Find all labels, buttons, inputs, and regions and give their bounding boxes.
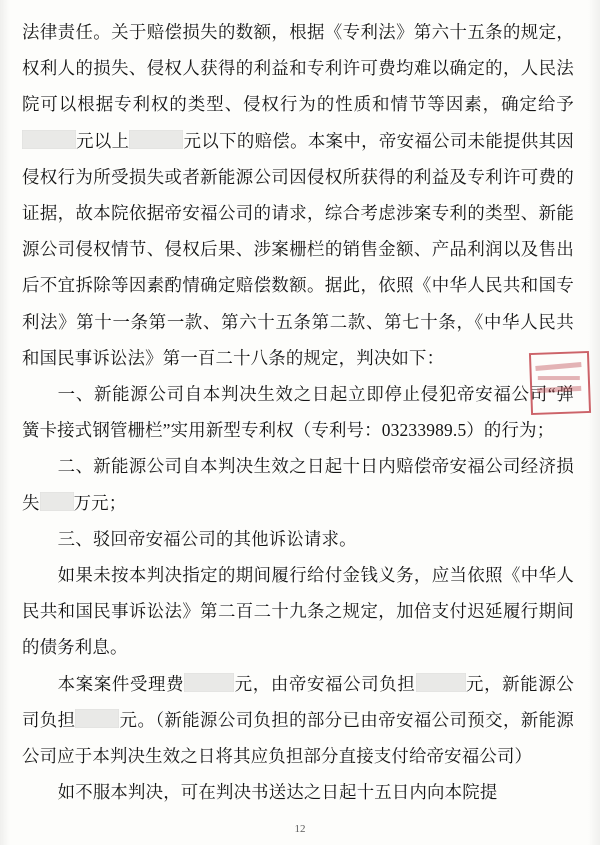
redacted-amount: [75, 709, 119, 728]
page-right-shadow: [588, 0, 600, 845]
paragraph-text: 元以上: [76, 130, 130, 151]
paragraph-text: 元。（新能源公司负担的部分已由帝安福公司预交，新能源公司应于本判决生效之日将其应负担部分直接支付给帝安福公司）: [22, 709, 574, 767]
paragraph-text: 万元；: [73, 492, 127, 513]
paragraph-text: 本案案件受理费: [57, 673, 185, 694]
redacted-amount: [129, 130, 183, 149]
paragraph-text: 三、驳回帝安福公司的其他诉讼请求。: [57, 528, 357, 549]
redacted-amount: [22, 130, 76, 149]
paragraph-text: 如不服本判决，可在判决书送达之日起十五日内向本院提: [57, 782, 498, 803]
paragraph: [22, 14, 574, 376]
seal-ink-stroke: [538, 376, 580, 380]
redacted-amount: [416, 673, 466, 692]
paragraph-text: 元以下的赔偿。本案中，帝安福公司未能提供其因侵权行为所受损失或者新能源公司因侵权所获得的利益及专利许可费的证据，故本院依据帝安福公司的请求，综合考虑涉案专利的类型、新能源公司侵权情节、侵权后果、涉案栅栏的销售金额、产品利润以及售出后不宜拆除等因素酌情确定赔偿数额。据此，依照《中华人民共和国专利法》第十一条第一款、第六十五条第二款、第七十条，《中华人民共和国民事诉讼法》第一百二十八条的规定，判决如下：: [22, 130, 574, 368]
paragraph: [22, 557, 574, 666]
paragraph-text: 法律责任。关于赔偿损失的数额，根据《专利法》第六十五条的规定，权利人的损失、侵权人获得的利益和专利许可费均难以确定的，人民法院可以根据专利权的类型、侵权行为的性质和情节等因素，确定给予: [22, 22, 574, 115]
paragraph: [22, 376, 574, 448]
page-number: 12: [294, 823, 306, 835]
paragraph-text: 二、新能源公司自本判决生效之日起十日内赔偿帝安福公司经济损失: [22, 456, 574, 513]
court-seal-fragment: [529, 351, 591, 415]
paragraph: [22, 521, 574, 557]
paragraph-text: 元，新能源公司负担: [22, 673, 574, 730]
redacted-amount: [40, 492, 74, 511]
redacted-amount: [184, 673, 234, 692]
paragraph-text: 如果未按本判决指定的期间履行给付金钱义务，应当依照《中华人民共和国民事诉讼法》第二百二十九条之规定，加倍支付迟延履行期间的债务利息。: [22, 565, 574, 658]
seal-ink-stroke: [537, 386, 581, 393]
paragraph: [22, 448, 574, 520]
page-left-shadow: [0, 0, 10, 845]
paragraph-text: 一、新能源公司自本判决生效之日起立即停止侵犯帝安福公司“弹簧卡接式钢管栅栏”实用新型专利权（专利号：03233989.5）的行为；: [22, 384, 574, 441]
paragraph: [22, 666, 574, 775]
seal-ink-stroke: [535, 362, 581, 371]
paragraph-text: 元，由帝安福公司负担: [234, 673, 416, 694]
paragraph: [22, 774, 574, 810]
document-text-body: [22, 14, 574, 810]
